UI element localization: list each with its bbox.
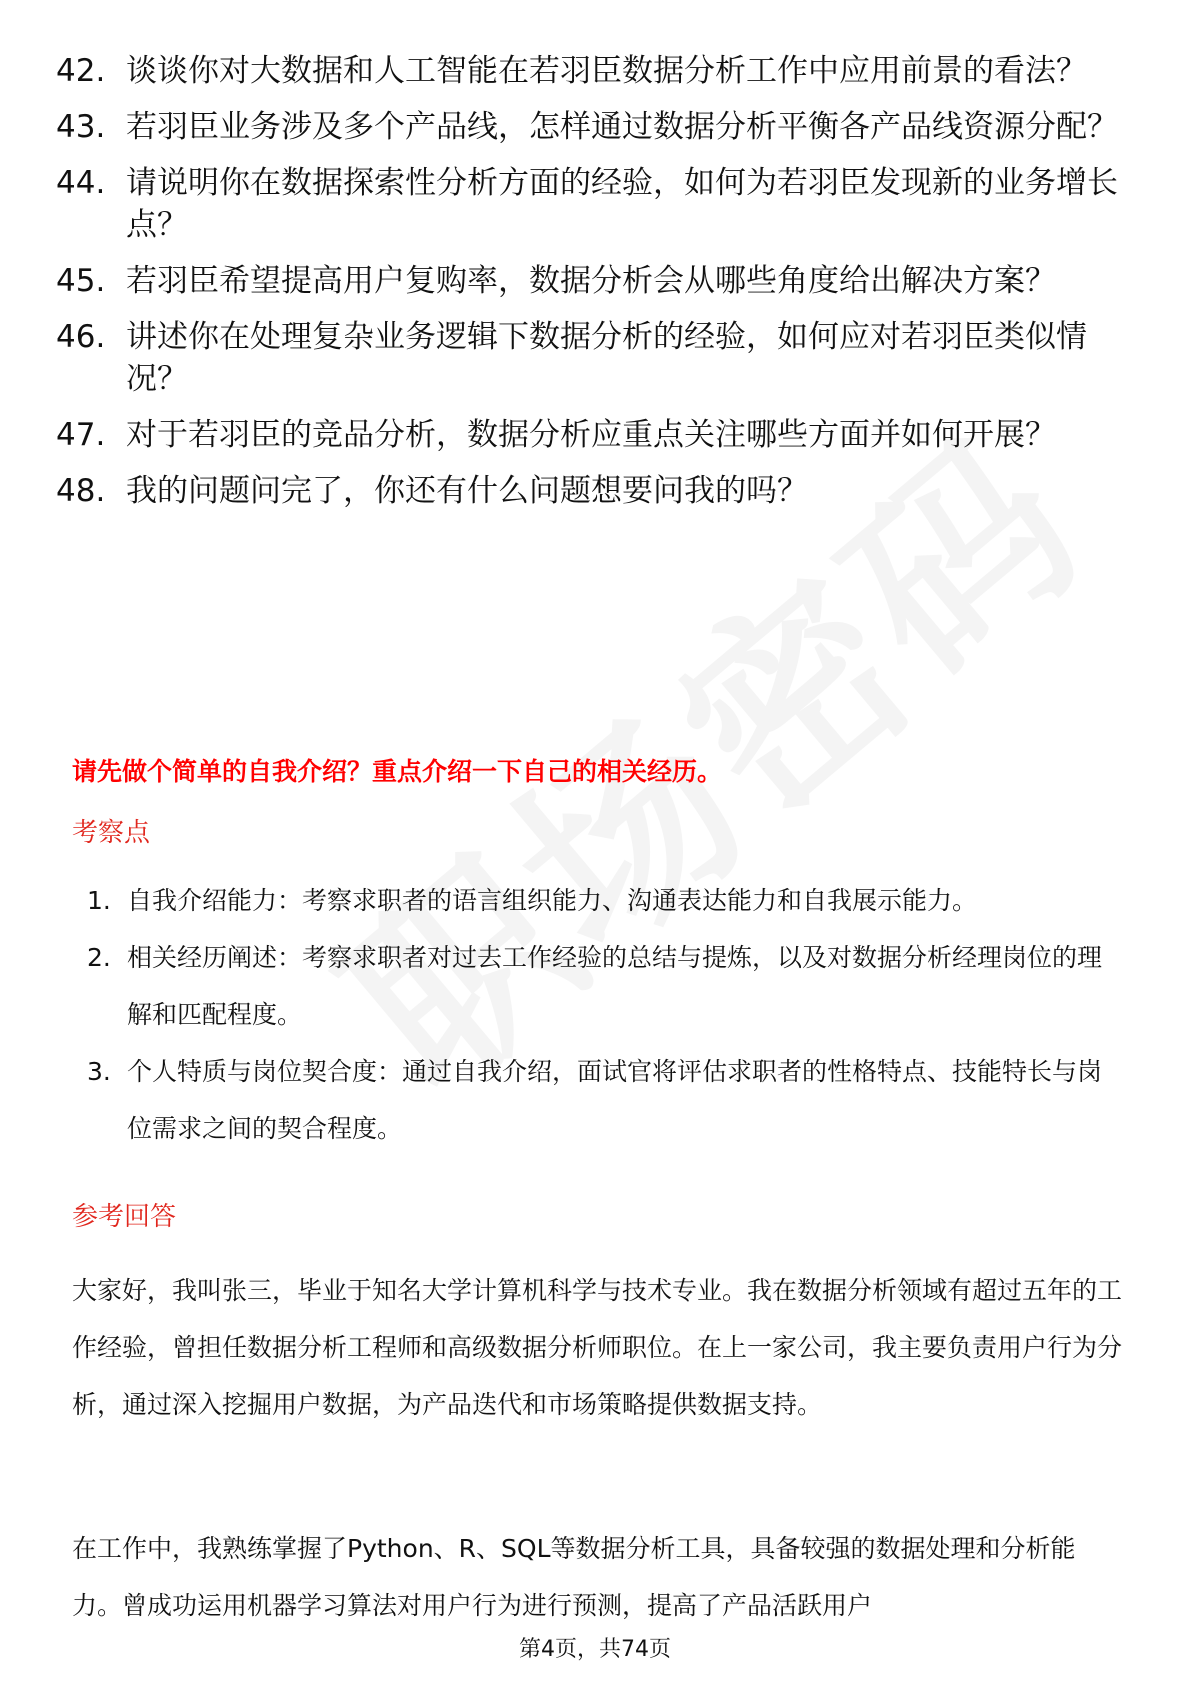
- question-item: [56, 162, 1136, 246]
- question-item: [56, 106, 1136, 148]
- points-list: [72, 872, 1122, 1157]
- question-number: 48.: [56, 473, 106, 509]
- point-text: 个人特质与岗位契合度：通过自我介绍，面试官将评估求职者的性格特点、技能特长与岗位需求之间的契合程度。: [127, 1057, 1103, 1143]
- question-number: 45.: [56, 263, 106, 299]
- page-footer: 第4页，共74页: [519, 1637, 671, 1662]
- point-text: 自我介绍能力：考察求职者的语言组织能力、沟通表达能力和自我展示能力。: [127, 886, 978, 915]
- point-number: 3.: [87, 1057, 111, 1086]
- question-text: 我的问题问完了，你还有什么问题想要问我的吗？: [126, 473, 808, 509]
- main-question-heading: 请先做个简单的自我介绍？重点介绍一下自己的相关经历。: [72, 757, 723, 786]
- question-item: [56, 50, 1136, 92]
- question-text: 谈谈你对大数据和人工智能在若羽臣数据分析工作中应用前景的看法？: [126, 53, 1087, 89]
- point-number: 1.: [87, 886, 111, 915]
- section-heading-answer: 参考回答: [72, 1202, 177, 1232]
- question-text: 若羽臣业务涉及多个产品线，怎样通过数据分析平衡各产品线资源分配？: [126, 109, 1118, 145]
- point-item: [72, 929, 1122, 1043]
- section-heading-points: 考察点: [72, 818, 151, 848]
- question-item: [56, 470, 1136, 512]
- question-number: 44.: [56, 165, 106, 201]
- question-text: 若羽臣希望提高用户复购率，数据分析会从哪些角度给出解决方案？: [126, 263, 1056, 299]
- question-item: [56, 414, 1136, 456]
- question-number: 42.: [56, 53, 106, 89]
- question-item: [56, 260, 1136, 302]
- point-item: [72, 872, 1122, 929]
- question-text: 讲述你在处理复杂业务逻辑下数据分析的经验，如何应对若羽臣类似情况？: [126, 319, 1087, 397]
- point-text: 相关经历阐述：考察求职者对过去工作经验的总结与提炼，以及对数据分析经理岗位的理解和匹配程度。: [127, 943, 1103, 1029]
- point-number: 2.: [87, 943, 111, 972]
- answer-paragraph: 在工作中，我熟练掌握了Python、R、SQL等数据分析工具，具备较强的数据处理和分析能力。曾成功运用机器学习算法对用户行为进行预测，提高了产品活跃用户: [72, 1534, 1076, 1620]
- question-list: [56, 50, 1136, 526]
- question-item: [56, 316, 1136, 400]
- question-text: 对于若羽臣的竞品分析，数据分析应重点关注哪些方面并如何开展？: [126, 417, 1056, 453]
- question-text: 请说明你在数据探索性分析方面的经验，如何为若羽臣发现新的业务增长点？: [126, 165, 1118, 243]
- point-item: [72, 1043, 1122, 1157]
- question-number: 43.: [56, 109, 106, 145]
- question-number: 46.: [56, 319, 106, 355]
- answer-paragraph: 大家好，我叫张三，毕业于知名大学计算机科学与技术专业。我在数据分析领域有超过五年的工作经验，曾担任数据分析工程师和高级数据分析师职位。在上一家公司，我主要负责用户行为分析，通过深入挖掘用户数据，为产品迭代和市场策略提供数据支持。: [72, 1276, 1123, 1419]
- question-number: 47.: [56, 417, 106, 453]
